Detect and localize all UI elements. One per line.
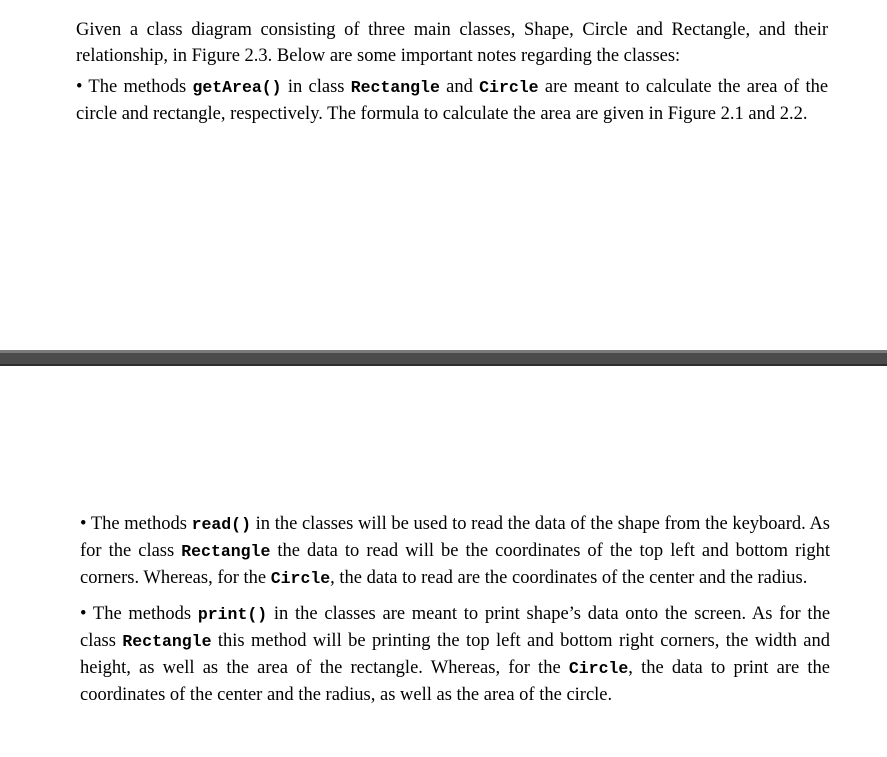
bullet-glyph: • [80,604,87,624]
text: in the classes will be used to read the data of the shape from the keyboard. As for the class [80,514,830,561]
bullet-print [80,601,830,708]
text: , the data to read are the coordinates of the center and the radius. [330,568,808,588]
code-read: read() [191,515,251,534]
text: in the classes are meant to print shape’s data onto the screen. As for the class [80,604,831,651]
document-page-bottom [80,511,830,708]
code-getarea: getArea() [192,78,282,97]
text: The methods [90,514,187,534]
bullet-glyph: • [76,77,83,97]
text: , the data to print are the coordinates of the center and the radius, as well as the area of the circle. [80,658,830,705]
text: are meant to calculate the area of the circle and rectangle, respectively. The formula to calculate the area are given in Figure 2.1 and 2.2. [76,77,829,124]
bullet-glyph: • [80,514,87,534]
code-circle: Circle [270,569,331,588]
text: and [446,77,473,97]
code-print: print() [197,605,268,624]
page-break-divider [0,350,887,366]
code-rectangle: Rectangle [350,78,440,97]
text: The methods [88,77,187,97]
document-page-top [76,17,828,127]
code-rectangle: Rectangle [122,632,212,651]
bullet-read [80,511,830,592]
text: the data to read will be the coordinates of the top left and bottom right corners. Whereas, for the [80,541,831,588]
text: in class [287,77,345,97]
bullet-getarea [76,74,828,127]
code-circle: Circle [568,659,629,678]
text: this method will be printing the top left and bottom right corners, the width and height, as well as the area of the rectangle. Whereas, for the [80,631,831,678]
code-rectangle: Rectangle [181,542,271,561]
code-circle: Circle [479,78,539,97]
intro-paragraph: Given a class diagram consisting of three main classes, Shape, Circle and Rectangle, and their relationship, in Figure 2.3. Below are some important notes regarding the classes: [76,20,828,66]
text: The methods [92,604,192,624]
